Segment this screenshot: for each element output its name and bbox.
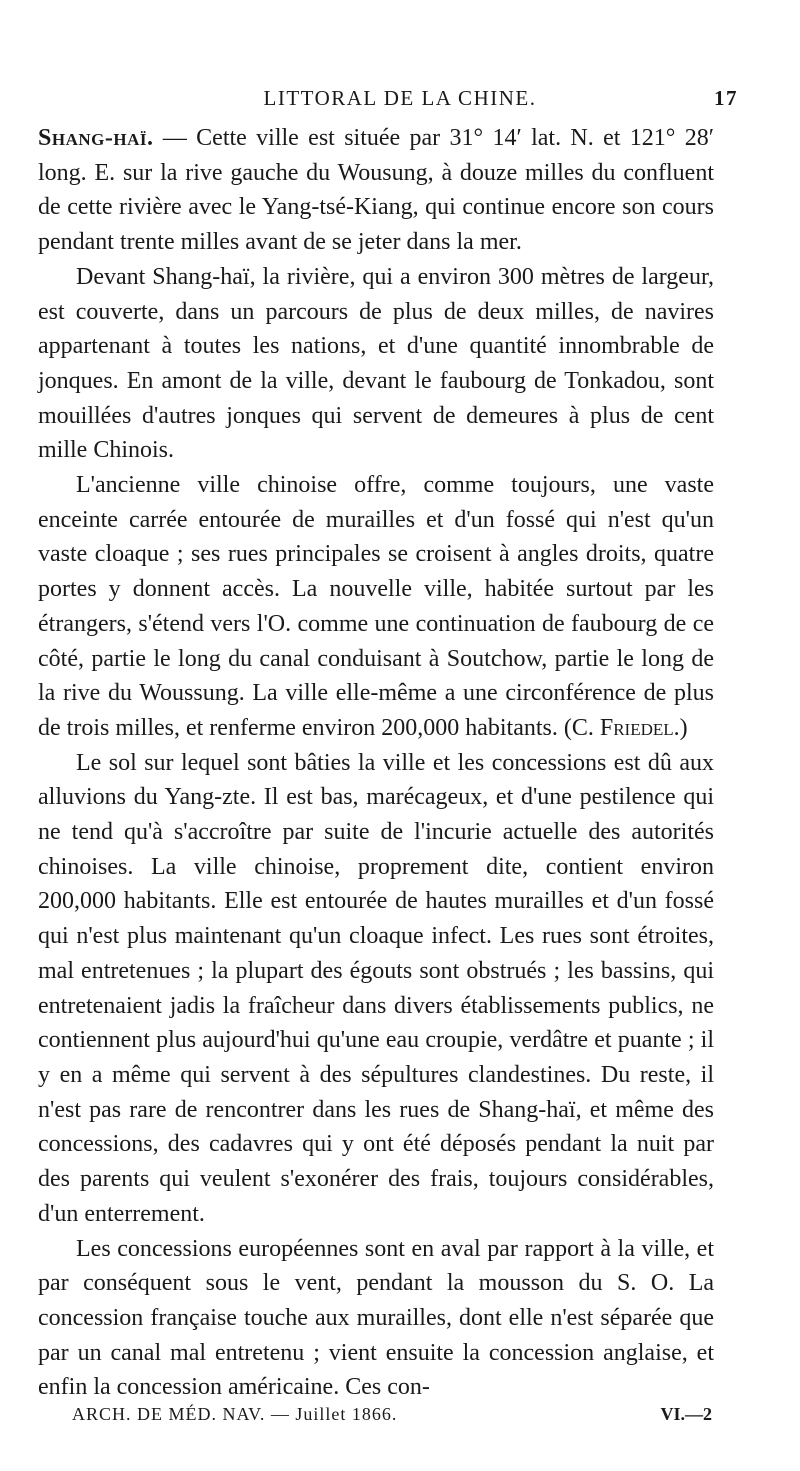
paragraph-text: — Cette ville est située par 31° 14′ lat. N. et 121° 28′ long. E. sur la rive gauche du Wousung, à douze milles du confluent de cette rivière avec le Yang-tsé-Kiang, qui continue encore son cours pendant trente milles avant de se jeter dans la mer. (38, 125, 714, 256)
paragraph-soil (38, 746, 714, 1232)
paragraph-text: Devant Shang-haï, la rivière, qui a environ 300 mètres de largeur, est couverte, dans un parcours de plus de deux milles, de navires appartenant à toutes les nations, et d'une quantité innombrable de jonques. En amont de la ville, devant le faubourg de Tonkadou, sont mouillées d'autres jonques qui servent de demeures à plus de cent mille Chinois. (38, 263, 714, 464)
author-citation: Friedel (599, 714, 674, 741)
body-text (38, 121, 714, 1405)
paragraph-text-tail: .) (673, 714, 688, 741)
running-title: LITTORAL DE LA CHINE. (263, 86, 537, 110)
paragraph-shanghai-location (38, 121, 714, 260)
paragraph-old-city (38, 468, 714, 746)
running-header (0, 86, 800, 116)
page-number: 17 (714, 86, 738, 110)
paragraph-text: Le sol sur lequel sont bâties la ville et les concessions est dû aux alluvions du Yang-zte. Il est bas, marécageux, et d'une pestilence qui ne tend qu'à s'accroître par suite de l'incurie actuelle des autorités chinoises. La ville chinoise, proprement dite, contient environ 200,000 habitants. Elle est entourée de hautes murailles et d'un fossé qui n'est plus maintenant qu'un cloaque infect. Les rues sont étroites, mal entretenues ; la plupart des égouts sont obstrués ; les bassins, qui entretenaient jadis la fraîcheur dans divers établissements publics, ne contiennent plus aujourd'hui qu'une eau croupie, verdâtre et puante ; il y en a même qui servent à des sépultures clandestines. Du reste, il n'est pas rare de rencontrer dans les rues de Shang-haï, et même des concessions, des cadavres qui y ont été déposés pendant la nuit par des parents qui veulent s'exonérer des frais, toujours considérables, d'un enterrement. (38, 749, 714, 1227)
footer-signature: VI.—2 (660, 1404, 712, 1424)
page-footer (72, 1404, 712, 1438)
paragraph-concessions (38, 1232, 714, 1406)
paragraph-text: L'ancienne ville chinoise offre, comme toujours, une vaste enceinte carrée entourée de murailles et d'un fossé qui n'est qu'un vaste cloaque ; ses rues principales se croisent à angles droits, quatre portes y donnent accès. La nouvelle ville, habitée surtout par les étrangers, s'étend vers l'O. comme une continuation de faubourg de ce côté, partie le long du canal conduisant à Soutchow, partie le long de la rive du Woussung. La ville elle-même a une circonférence de plus de trois milles, et renferme environ 200,000 habitants. (C. (38, 472, 714, 741)
paragraph-river (38, 260, 714, 468)
paragraph-text: Les concessions européennes sont en aval par rapport à la ville, et par conséquent sous le vent, pendant la mousson du S. O. La concession française touche aux murailles, dont elle n'est séparée que par un canal mal entretenu ; vient ensuite la concession anglaise, et enfin la concession américaine. Ces con- (38, 1235, 714, 1401)
footer-source: ARCH. DE MÉD. NAV. — Juillet 1866. (72, 1404, 398, 1424)
section-lead: Shang-haï. (38, 125, 154, 151)
